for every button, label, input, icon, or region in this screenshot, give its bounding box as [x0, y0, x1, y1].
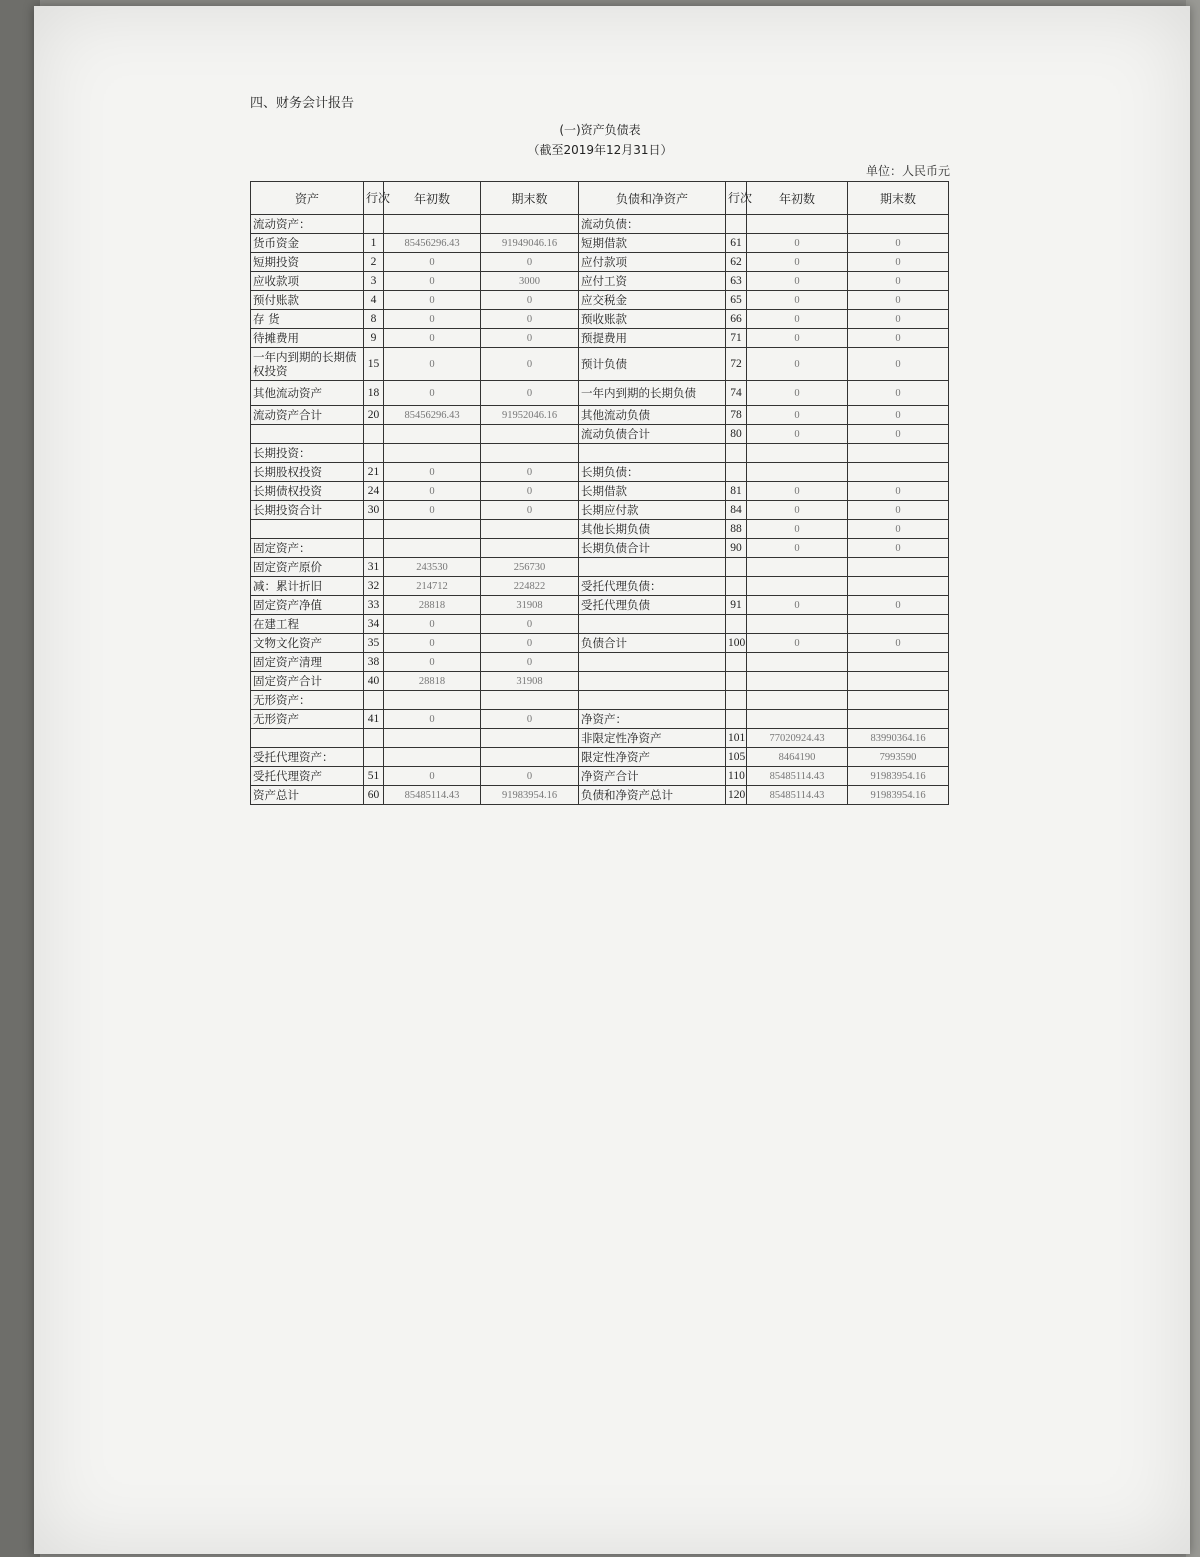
liability-row-no — [726, 672, 747, 691]
liability-end-value — [848, 444, 949, 463]
asset-row-no — [364, 425, 384, 444]
asset-end-value — [481, 215, 579, 234]
asset-begin-value: 0 — [384, 501, 481, 520]
liability-end-value: 0 — [848, 310, 949, 329]
header-begin: 年初数 — [747, 182, 848, 215]
liability-label: 应付款项 — [579, 253, 726, 272]
liability-row-no: 100 — [726, 634, 747, 653]
liability-end-value: 91983954.16 — [848, 767, 949, 786]
table-row — [251, 463, 949, 482]
asset-row-no: 2 — [364, 253, 384, 272]
liability-begin-value: 0 — [747, 329, 848, 348]
liability-begin-value — [747, 615, 848, 634]
table-row — [251, 444, 949, 463]
liability-label: 非限定性净资产 — [579, 729, 726, 748]
liability-label: 预计负债 — [579, 348, 726, 381]
liability-end-value — [848, 672, 949, 691]
asset-label: 固定资产合计 — [251, 672, 364, 691]
asset-label: 长期债权投资 — [251, 482, 364, 501]
header-row-no: 行次 — [364, 182, 384, 215]
liability-end-value — [848, 558, 949, 577]
asset-begin-value: 28818 — [384, 672, 481, 691]
asset-end-value: 0 — [481, 348, 579, 381]
asset-end-value: 91952046.16 — [481, 406, 579, 425]
liability-end-value — [848, 463, 949, 482]
header-end: 期末数 — [848, 182, 949, 215]
asset-end-value: 0 — [481, 767, 579, 786]
asset-end-value — [481, 520, 579, 539]
liability-row-no: 101 — [726, 729, 747, 748]
asset-begin-value — [384, 215, 481, 234]
asset-row-no: 34 — [364, 615, 384, 634]
asset-row-no: 60 — [364, 786, 384, 805]
asset-begin-value: 0 — [384, 767, 481, 786]
liability-end-value: 0 — [848, 425, 949, 444]
liability-end-value: 0 — [848, 406, 949, 425]
liability-end-value: 0 — [848, 596, 949, 615]
asset-begin-value — [384, 425, 481, 444]
table-row — [251, 748, 949, 767]
liability-begin-value: 0 — [747, 425, 848, 444]
table-row — [251, 767, 949, 786]
liability-label: 受托代理负债： — [579, 577, 726, 596]
liability-begin-value — [747, 577, 848, 596]
liability-row-no — [726, 577, 747, 596]
asset-row-no: 15 — [364, 348, 384, 381]
table-row — [251, 272, 949, 291]
liability-label: 其他流动负债 — [579, 406, 726, 425]
asset-row-no — [364, 215, 384, 234]
liability-row-no: 62 — [726, 253, 747, 272]
liability-end-value — [848, 577, 949, 596]
liability-begin-value: 0 — [747, 520, 848, 539]
liability-begin-value — [747, 444, 848, 463]
asset-label: 无形资产 — [251, 710, 364, 729]
liability-begin-value: 0 — [747, 234, 848, 253]
table-header-row — [251, 182, 949, 215]
liability-row-no: 61 — [726, 234, 747, 253]
liability-begin-value: 0 — [747, 634, 848, 653]
asset-end-value: 224822 — [481, 577, 579, 596]
liability-row-no: 105 — [726, 748, 747, 767]
liability-begin-value — [747, 672, 848, 691]
asset-label: 流动资产： — [251, 215, 364, 234]
liability-end-value: 0 — [848, 329, 949, 348]
asset-begin-value: 0 — [384, 381, 481, 406]
liability-label: 长期应付款 — [579, 501, 726, 520]
asset-begin-value: 0 — [384, 253, 481, 272]
liability-label — [579, 615, 726, 634]
liability-end-value: 91983954.16 — [848, 786, 949, 805]
liability-end-value — [848, 710, 949, 729]
asset-row-no — [364, 748, 384, 767]
liability-begin-value: 77020924.43 — [747, 729, 848, 748]
table-row — [251, 691, 949, 710]
liability-label — [579, 444, 726, 463]
liability-end-value: 0 — [848, 482, 949, 501]
asset-end-value: 0 — [481, 634, 579, 653]
liability-end-value — [848, 215, 949, 234]
liability-begin-value: 0 — [747, 381, 848, 406]
report-title: (一)资产负债表 — [559, 123, 641, 137]
liability-row-no — [726, 615, 747, 634]
liability-row-no — [726, 444, 747, 463]
asset-end-value: 31908 — [481, 672, 579, 691]
liability-row-no: 110 — [726, 767, 747, 786]
table-row — [251, 501, 949, 520]
asset-end-value: 31908 — [481, 596, 579, 615]
asset-end-value: 0 — [481, 291, 579, 310]
asset-begin-value — [384, 539, 481, 558]
asset-row-no: 41 — [364, 710, 384, 729]
table-row — [251, 577, 949, 596]
asset-begin-value: 0 — [384, 463, 481, 482]
liability-end-value: 0 — [848, 272, 949, 291]
asset-row-no: 38 — [364, 653, 384, 672]
liability-begin-value: 0 — [747, 272, 848, 291]
table-row — [251, 482, 949, 501]
asset-label: 受托代理资产： — [251, 748, 364, 767]
asset-end-value: 91949046.16 — [481, 234, 579, 253]
liability-label — [579, 672, 726, 691]
asset-row-no: 32 — [364, 577, 384, 596]
liability-end-value: 0 — [848, 539, 949, 558]
liability-begin-value: 0 — [747, 291, 848, 310]
liability-end-value — [848, 653, 949, 672]
liability-label: 应付工资 — [579, 272, 726, 291]
asset-label: 资产总计 — [251, 786, 364, 805]
asset-label: 受托代理资产 — [251, 767, 364, 786]
asset-row-no: 24 — [364, 482, 384, 501]
liability-row-no — [726, 215, 747, 234]
asset-begin-value: 0 — [384, 348, 481, 381]
asset-end-value: 0 — [481, 253, 579, 272]
table-row — [251, 381, 949, 406]
asset-row-no: 21 — [364, 463, 384, 482]
liability-label: 长期负债： — [579, 463, 726, 482]
table-row — [251, 634, 949, 653]
liability-end-value: 0 — [848, 253, 949, 272]
asset-end-value — [481, 539, 579, 558]
asset-begin-value: 85485114.43 — [384, 786, 481, 805]
liability-label: 一年内到期的长期负债 — [579, 381, 726, 406]
liability-end-value: 0 — [848, 381, 949, 406]
asset-row-no: 30 — [364, 501, 384, 520]
asset-end-value: 0 — [481, 310, 579, 329]
asset-row-no — [364, 691, 384, 710]
asset-end-value — [481, 444, 579, 463]
table-row — [251, 329, 949, 348]
asset-begin-value — [384, 729, 481, 748]
liability-row-no: 80 — [726, 425, 747, 444]
asset-end-value: 0 — [481, 615, 579, 634]
liability-row-no — [726, 558, 747, 577]
table-row — [251, 253, 949, 272]
asset-row-no: 33 — [364, 596, 384, 615]
asset-row-no: 9 — [364, 329, 384, 348]
header-row-no: 行次 — [726, 182, 747, 215]
asset-label: 在建工程 — [251, 615, 364, 634]
asset-label: 固定资产： — [251, 539, 364, 558]
liability-begin-value — [747, 710, 848, 729]
liability-label: 流动负债合计 — [579, 425, 726, 444]
liability-begin-value: 0 — [747, 539, 848, 558]
liability-begin-value: 85485114.43 — [747, 767, 848, 786]
liability-end-value: 7993590 — [848, 748, 949, 767]
asset-end-value: 0 — [481, 501, 579, 520]
header-end: 期末数 — [481, 182, 579, 215]
table-row — [251, 729, 949, 748]
liability-label: 长期借款 — [579, 482, 726, 501]
liability-label: 应交税金 — [579, 291, 726, 310]
liability-begin-value — [747, 463, 848, 482]
asset-label: 应收款项 — [251, 272, 364, 291]
liability-end-value: 0 — [848, 291, 949, 310]
asset-label: 一年内到期的长期债权投资 — [251, 348, 364, 381]
asset-label — [251, 425, 364, 444]
asset-label: 预付账款 — [251, 291, 364, 310]
asset-label: 其他流动资产 — [251, 381, 364, 406]
liability-end-value: 83990364.16 — [848, 729, 949, 748]
asset-begin-value: 0 — [384, 653, 481, 672]
asset-end-value: 0 — [481, 463, 579, 482]
liability-row-no — [726, 463, 747, 482]
liability-label: 长期负债合计 — [579, 539, 726, 558]
asset-begin-value: 0 — [384, 615, 481, 634]
liability-begin-value: 0 — [747, 482, 848, 501]
liability-row-no: 72 — [726, 348, 747, 381]
asset-begin-value — [384, 691, 481, 710]
asset-row-no: 40 — [364, 672, 384, 691]
asset-begin-value — [384, 748, 481, 767]
asset-begin-value: 0 — [384, 272, 481, 291]
asset-end-value: 0 — [481, 710, 579, 729]
asset-begin-value: 0 — [384, 634, 481, 653]
header-assets: 资产 — [251, 182, 364, 215]
liability-label — [579, 691, 726, 710]
liability-begin-value: 0 — [747, 501, 848, 520]
asset-row-no: 8 — [364, 310, 384, 329]
table-row — [251, 710, 949, 729]
liability-label: 预提费用 — [579, 329, 726, 348]
liability-label: 负债和净资产总计 — [579, 786, 726, 805]
liability-row-no — [726, 710, 747, 729]
asset-label — [251, 729, 364, 748]
liability-row-no: 78 — [726, 406, 747, 425]
liability-row-no: 91 — [726, 596, 747, 615]
liability-begin-value: 0 — [747, 310, 848, 329]
section-heading: 四、财务会计报告 — [250, 96, 355, 111]
asset-label: 减：累计折旧 — [251, 577, 364, 596]
table-row — [251, 539, 949, 558]
asset-begin-value: 28818 — [384, 596, 481, 615]
liability-label — [579, 558, 726, 577]
liability-row-no: 63 — [726, 272, 747, 291]
asset-end-value: 0 — [481, 653, 579, 672]
liability-end-value — [848, 615, 949, 634]
liability-end-value: 0 — [848, 234, 949, 253]
asset-row-no: 18 — [364, 381, 384, 406]
header-liabilities: 负债和净资产 — [579, 182, 726, 215]
table-row — [251, 215, 949, 234]
liability-begin-value: 85485114.43 — [747, 786, 848, 805]
asset-label: 固定资产原价 — [251, 558, 364, 577]
liability-label — [579, 653, 726, 672]
liability-begin-value: 0 — [747, 348, 848, 381]
asset-label: 文物文化资产 — [251, 634, 364, 653]
liability-end-value — [848, 691, 949, 710]
asset-label: 固定资产清理 — [251, 653, 364, 672]
liability-label: 短期借款 — [579, 234, 726, 253]
table-row — [251, 672, 949, 691]
liability-row-no — [726, 653, 747, 672]
asset-row-no: 35 — [364, 634, 384, 653]
asset-row-no — [364, 520, 384, 539]
table-row — [251, 596, 949, 615]
asset-begin-value — [384, 520, 481, 539]
currency-unit: 单位：人民币元 — [865, 164, 950, 178]
asset-label — [251, 520, 364, 539]
asset-label: 短期投资 — [251, 253, 364, 272]
table-row — [251, 425, 949, 444]
asset-row-no: 31 — [364, 558, 384, 577]
liability-begin-value — [747, 691, 848, 710]
liability-row-no: 71 — [726, 329, 747, 348]
liability-end-value: 0 — [848, 501, 949, 520]
liability-label: 预收账款 — [579, 310, 726, 329]
asset-begin-value — [384, 444, 481, 463]
liability-row-no: 84 — [726, 501, 747, 520]
liability-row-no: 81 — [726, 482, 747, 501]
asset-row-no: 20 — [364, 406, 384, 425]
asset-end-value: 256730 — [481, 558, 579, 577]
asset-end-value — [481, 425, 579, 444]
asset-end-value: 0 — [481, 329, 579, 348]
asset-begin-value: 243530 — [384, 558, 481, 577]
liability-row-no — [726, 691, 747, 710]
asset-begin-value: 0 — [384, 710, 481, 729]
liability-begin-value: 8464190 — [747, 748, 848, 767]
liability-end-value: 0 — [848, 520, 949, 539]
liability-begin-value: 0 — [747, 406, 848, 425]
asset-end-value: 91983954.16 — [481, 786, 579, 805]
liability-label: 负债合计 — [579, 634, 726, 653]
liability-row-no: 88 — [726, 520, 747, 539]
liability-label: 净资产合计 — [579, 767, 726, 786]
asset-row-no — [364, 539, 384, 558]
asset-row-no: 3 — [364, 272, 384, 291]
liability-label: 流动负债： — [579, 215, 726, 234]
table-row — [251, 291, 949, 310]
asset-begin-value: 0 — [384, 482, 481, 501]
asset-end-value — [481, 748, 579, 767]
table-row — [251, 653, 949, 672]
liability-begin-value — [747, 215, 848, 234]
asset-begin-value: 85456296.43 — [384, 406, 481, 425]
liability-begin-value: 0 — [747, 596, 848, 615]
liability-end-value: 0 — [848, 634, 949, 653]
table-row — [251, 520, 949, 539]
asset-begin-value: 0 — [384, 310, 481, 329]
table-row — [251, 406, 949, 425]
asset-row-no — [364, 444, 384, 463]
asset-end-value — [481, 691, 579, 710]
header-begin: 年初数 — [384, 182, 481, 215]
asset-label: 长期投资： — [251, 444, 364, 463]
asset-label: 待摊费用 — [251, 329, 364, 348]
asset-label: 货币资金 — [251, 234, 364, 253]
liability-label: 净资产： — [579, 710, 726, 729]
table-row — [251, 310, 949, 329]
liability-begin-value — [747, 558, 848, 577]
balance-sheet-table — [250, 181, 949, 805]
asset-row-no: 1 — [364, 234, 384, 253]
liability-row-no: 120 — [726, 786, 747, 805]
asset-label: 流动资产合计 — [251, 406, 364, 425]
asset-end-value: 3000 — [481, 272, 579, 291]
asset-row-no: 4 — [364, 291, 384, 310]
asset-row-no: 51 — [364, 767, 384, 786]
table-row — [251, 558, 949, 577]
table-row — [251, 615, 949, 634]
table-row — [251, 348, 949, 381]
asset-label: 存 货 — [251, 310, 364, 329]
liability-end-value: 0 — [848, 348, 949, 381]
asset-begin-value: 0 — [384, 329, 481, 348]
asset-end-value: 0 — [481, 482, 579, 501]
asset-label: 无形资产： — [251, 691, 364, 710]
asset-label: 长期投资合计 — [251, 501, 364, 520]
table-row — [251, 234, 949, 253]
liability-begin-value: 0 — [747, 253, 848, 272]
asset-begin-value: 214712 — [384, 577, 481, 596]
asset-end-value: 0 — [481, 381, 579, 406]
liability-row-no: 65 — [726, 291, 747, 310]
asset-begin-value: 0 — [384, 291, 481, 310]
liability-label: 受托代理负债 — [579, 596, 726, 615]
asset-label: 固定资产净值 — [251, 596, 364, 615]
asset-end-value — [481, 729, 579, 748]
liability-row-no: 90 — [726, 539, 747, 558]
liability-row-no: 74 — [726, 381, 747, 406]
report-date: （截至2019年12月31日） — [527, 143, 673, 157]
liability-label: 限定性净资产 — [579, 748, 726, 767]
table-row — [251, 786, 949, 805]
liability-label: 其他长期负债 — [579, 520, 726, 539]
liability-begin-value — [747, 653, 848, 672]
asset-label: 长期股权投资 — [251, 463, 364, 482]
asset-row-no — [364, 729, 384, 748]
asset-begin-value: 85456296.43 — [384, 234, 481, 253]
liability-row-no: 66 — [726, 310, 747, 329]
